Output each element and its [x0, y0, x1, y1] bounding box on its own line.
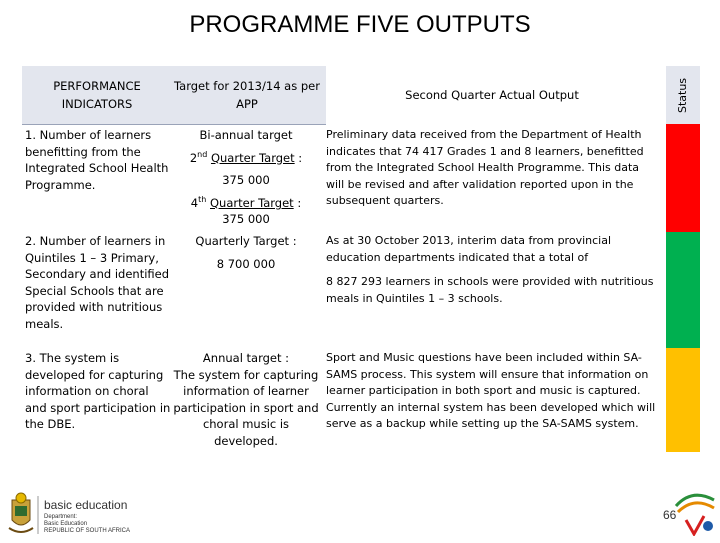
header-performance-indicators: PERFORMANCE INDICATORS: [53, 79, 141, 111]
row1-target-q4: 4th Quarter Target :: [190, 194, 302, 210]
header-actual-output: Second Quarter Actual Output: [405, 88, 579, 102]
outputs-table: [22, 66, 700, 452]
row3-target: [172, 350, 320, 450]
logo-dept-line3: REPUBLIC OF SOUTH AFRICA: [44, 528, 131, 534]
row1-q4-sup: th: [198, 194, 207, 204]
header-status: [666, 66, 700, 124]
anniversary-emblem-icon: [672, 486, 718, 536]
header-status-label: Status: [676, 77, 690, 113]
row1-target: [172, 127, 320, 228]
row1-output: Preliminary data received from the Department of Health indicates that 74 417 Grades 1 and 8 learners, benefitted from the Integrated School Health Programme. This data will be revised and after validation reported upon in the subsequent quarters.: [326, 128, 644, 208]
row3-indicator: 3. The system is developed for capturing information on choral and sport participation in the DBE.: [25, 351, 171, 432]
logo-dept: [44, 514, 130, 535]
dbe-logo: [6, 490, 136, 538]
row3-output: Sport and Music questions have been included within SA-SAMS process. This system will ensure that information on learner participation in both sport and music is captured. Currently an internal system has been developed which will serve as a backup while setting up the SA-SAMS system.: [326, 351, 656, 431]
row2-target-heading: Quarterly Target :: [195, 234, 297, 248]
row2-output: [326, 233, 658, 307]
row2-indicator: 2. Number of learners in Quintiles 1 – 3 Primary, Secondary and identified Special Schools that are provided with nutritious meals.: [25, 234, 170, 331]
status-swatch-row3: [666, 348, 700, 452]
row3-target-heading: Annual target :: [202, 351, 290, 365]
page-number: 66: [663, 508, 677, 522]
logo-dept-line2: Basic Education: [44, 521, 88, 527]
row3-target-text: The system for capturing information of learner participation in sport and choral music is developed.: [173, 367, 319, 448]
row1-q4-label: Quarter Target: [210, 195, 294, 210]
row1-q2-value: 375 000: [222, 173, 270, 188]
row1-q4-value: 375 000: [222, 212, 270, 227]
row1-q2-label: Quarter Target: [210, 150, 295, 165]
status-swatch-row1: [666, 124, 700, 232]
row2-output-p2: 8 827 293 learners in schools were provided with nutritious meals in Quintiles 1 – 3 schools.: [326, 275, 654, 305]
row2-output-p1: As at 30 October 2013, interim data from provincial education departments indicated that a total of: [326, 234, 612, 264]
row1-q4-num: 4: [190, 195, 199, 210]
logo-text: basic education: [44, 498, 128, 512]
logo-dept-line1: Department:: [44, 514, 78, 520]
row1-indicator: 1. Number of learners benefitting from the Integrated School Health Programme.: [25, 128, 169, 192]
page-title: PROGRAMME FIVE OUTPUTS: [189, 11, 531, 38]
row1-q2-num: 2: [189, 150, 198, 165]
status-swatch-row2: [666, 232, 700, 348]
header-target: Target for 2013/14 as per APP: [174, 79, 320, 111]
row1-target-heading: Bi-annual target: [199, 128, 293, 142]
row2-target-value: 8 700 000: [216, 256, 276, 271]
row1-q2-sup: nd: [197, 149, 208, 159]
row2-target: [172, 233, 320, 272]
row1-target-q2: 2nd Quarter Target :: [189, 149, 303, 165]
